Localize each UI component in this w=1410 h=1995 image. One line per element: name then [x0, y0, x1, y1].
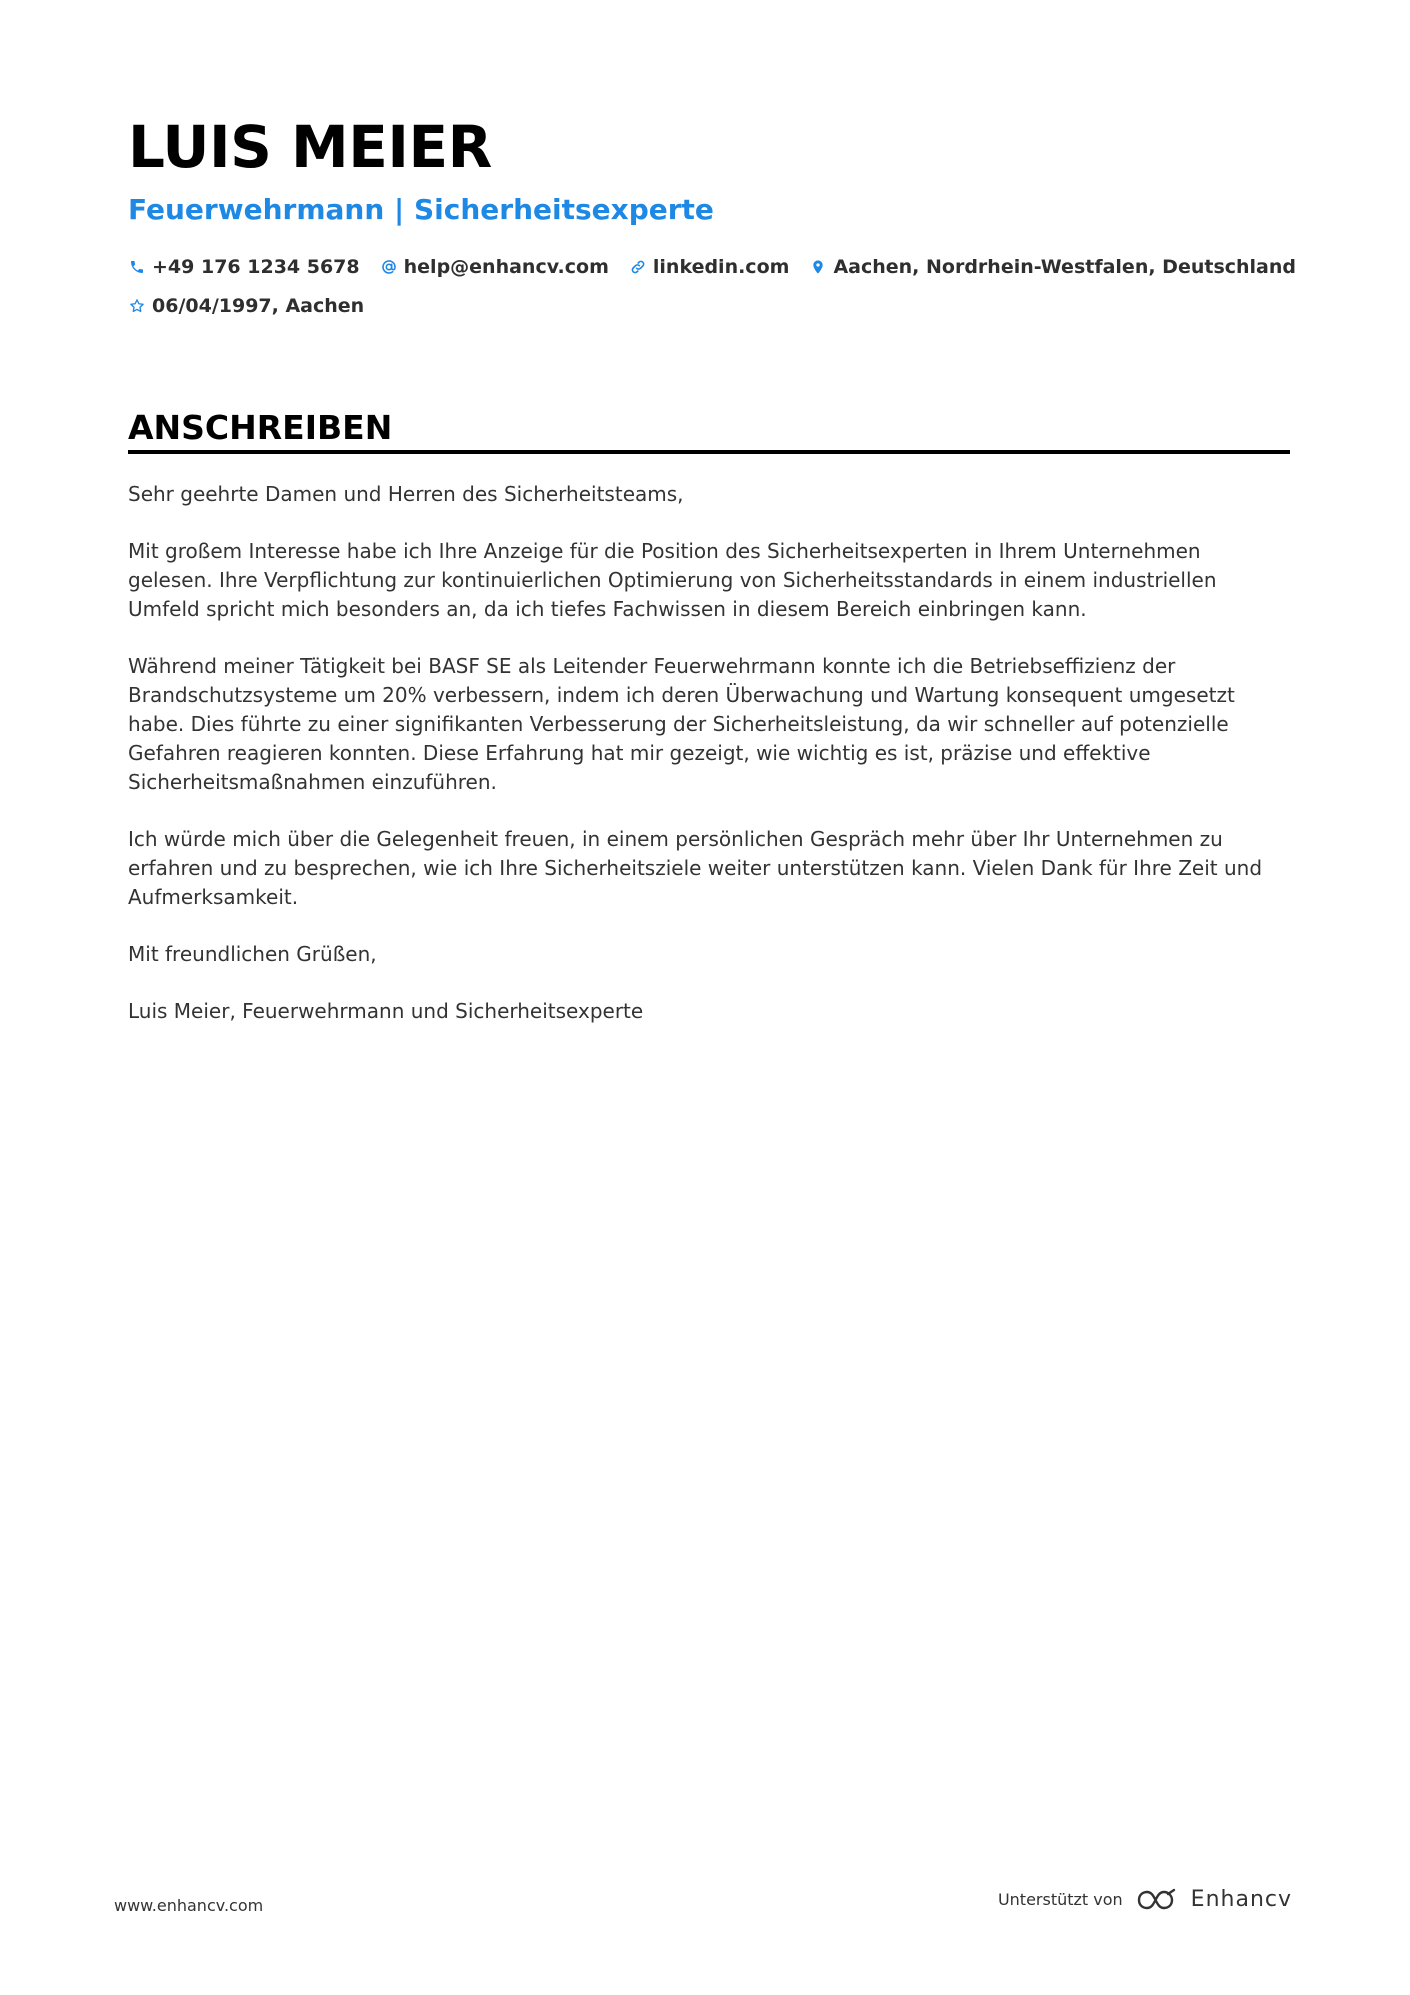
star-icon	[128, 297, 146, 315]
letter-signature: Luis Meier, Feuerwehrmann und Sicherheitsexperte	[128, 999, 644, 1023]
phone-icon	[128, 258, 146, 276]
letter-paragraph: Mit großem Interesse habe ich Ihre Anzeige für die Position des Sicherheitsexperten in Ihrem Unternehmen gelesen. Ihre Verpflichtung zur kontinuierlichen Optimierung von Sicherheitsstandards in einem industriellen Umfeld spricht mich besonders an, da ich tiefes Fachwissen in diesem Bereich einbringen kann.	[128, 539, 1217, 621]
footer-branding	[998, 1886, 1292, 1914]
link-text: linkedin.com	[652, 256, 790, 278]
enhancv-wordmark: Enhancv	[1190, 1887, 1292, 1912]
letter-paragraph: Ich würde mich über die Gelegenheit freuen, in einem persönlichen Gespräch mehr über Ihr Unternehmen zu erfahren und zu besprechen, wie ich Ihre Sicherheitsziele weiter unterstützen kann. Vielen Dank für Ihre Zeit und Aufmerksamkeit.	[128, 827, 1263, 909]
letter-salutation: Sehr geehrte Damen und Herren des Sicherheitsteams,	[128, 482, 684, 506]
contact-row-2	[128, 292, 384, 320]
contact-location	[809, 253, 1296, 281]
footer-website[interactable]: www.enhancv.com	[114, 1896, 264, 1915]
contact-row	[128, 253, 1316, 281]
location-text: Aachen, Nordrhein-Westfalen, Deutschland	[833, 256, 1297, 278]
map-pin-icon	[809, 258, 827, 276]
powered-by-text: Unterstützt von	[997, 1890, 1123, 1909]
letter-paragraph: Während meiner Tätigkeit bei BASF SE als Leitender Feuerwehrmann konnte ich die Betriebseffizienz der Brandschutzsysteme um 20% verbessern, indem ich deren Überwachung und Wartung konsequent umgesetzt habe. Dies führte zu einer signifikanten Verbesserung der Sicherheitsleistung, da wir schneller auf potenzielle Gefahren reagieren konnten. Diese Erfahrung hat mir gezeigt, wie wichtig es ist, präzise und effektive Sicherheitsmaßnahmen einzuführen.	[128, 654, 1235, 794]
contact-email	[380, 253, 609, 281]
email-text: help@enhancv.com	[403, 256, 609, 278]
at-icon	[380, 258, 398, 276]
letter-closing: Mit freundlichen Grüßen,	[128, 942, 377, 966]
birth-text: 06/04/1997, Aachen	[152, 295, 365, 317]
contact-link	[629, 253, 790, 281]
letter-body	[128, 480, 1288, 1054]
section-title: ANSCHREIBEN	[128, 408, 393, 447]
enhancv-logo-icon	[1135, 1886, 1181, 1914]
job-title: Feuerwehrmann | Sicherheitsexperte	[128, 193, 714, 226]
section-divider	[128, 450, 1290, 454]
link-icon	[629, 258, 647, 276]
contact-phone	[128, 253, 360, 281]
contact-birth	[128, 292, 364, 320]
phone-text: +49 176 1234 5678	[152, 256, 360, 278]
applicant-name: LUIS MEIER	[128, 113, 492, 181]
